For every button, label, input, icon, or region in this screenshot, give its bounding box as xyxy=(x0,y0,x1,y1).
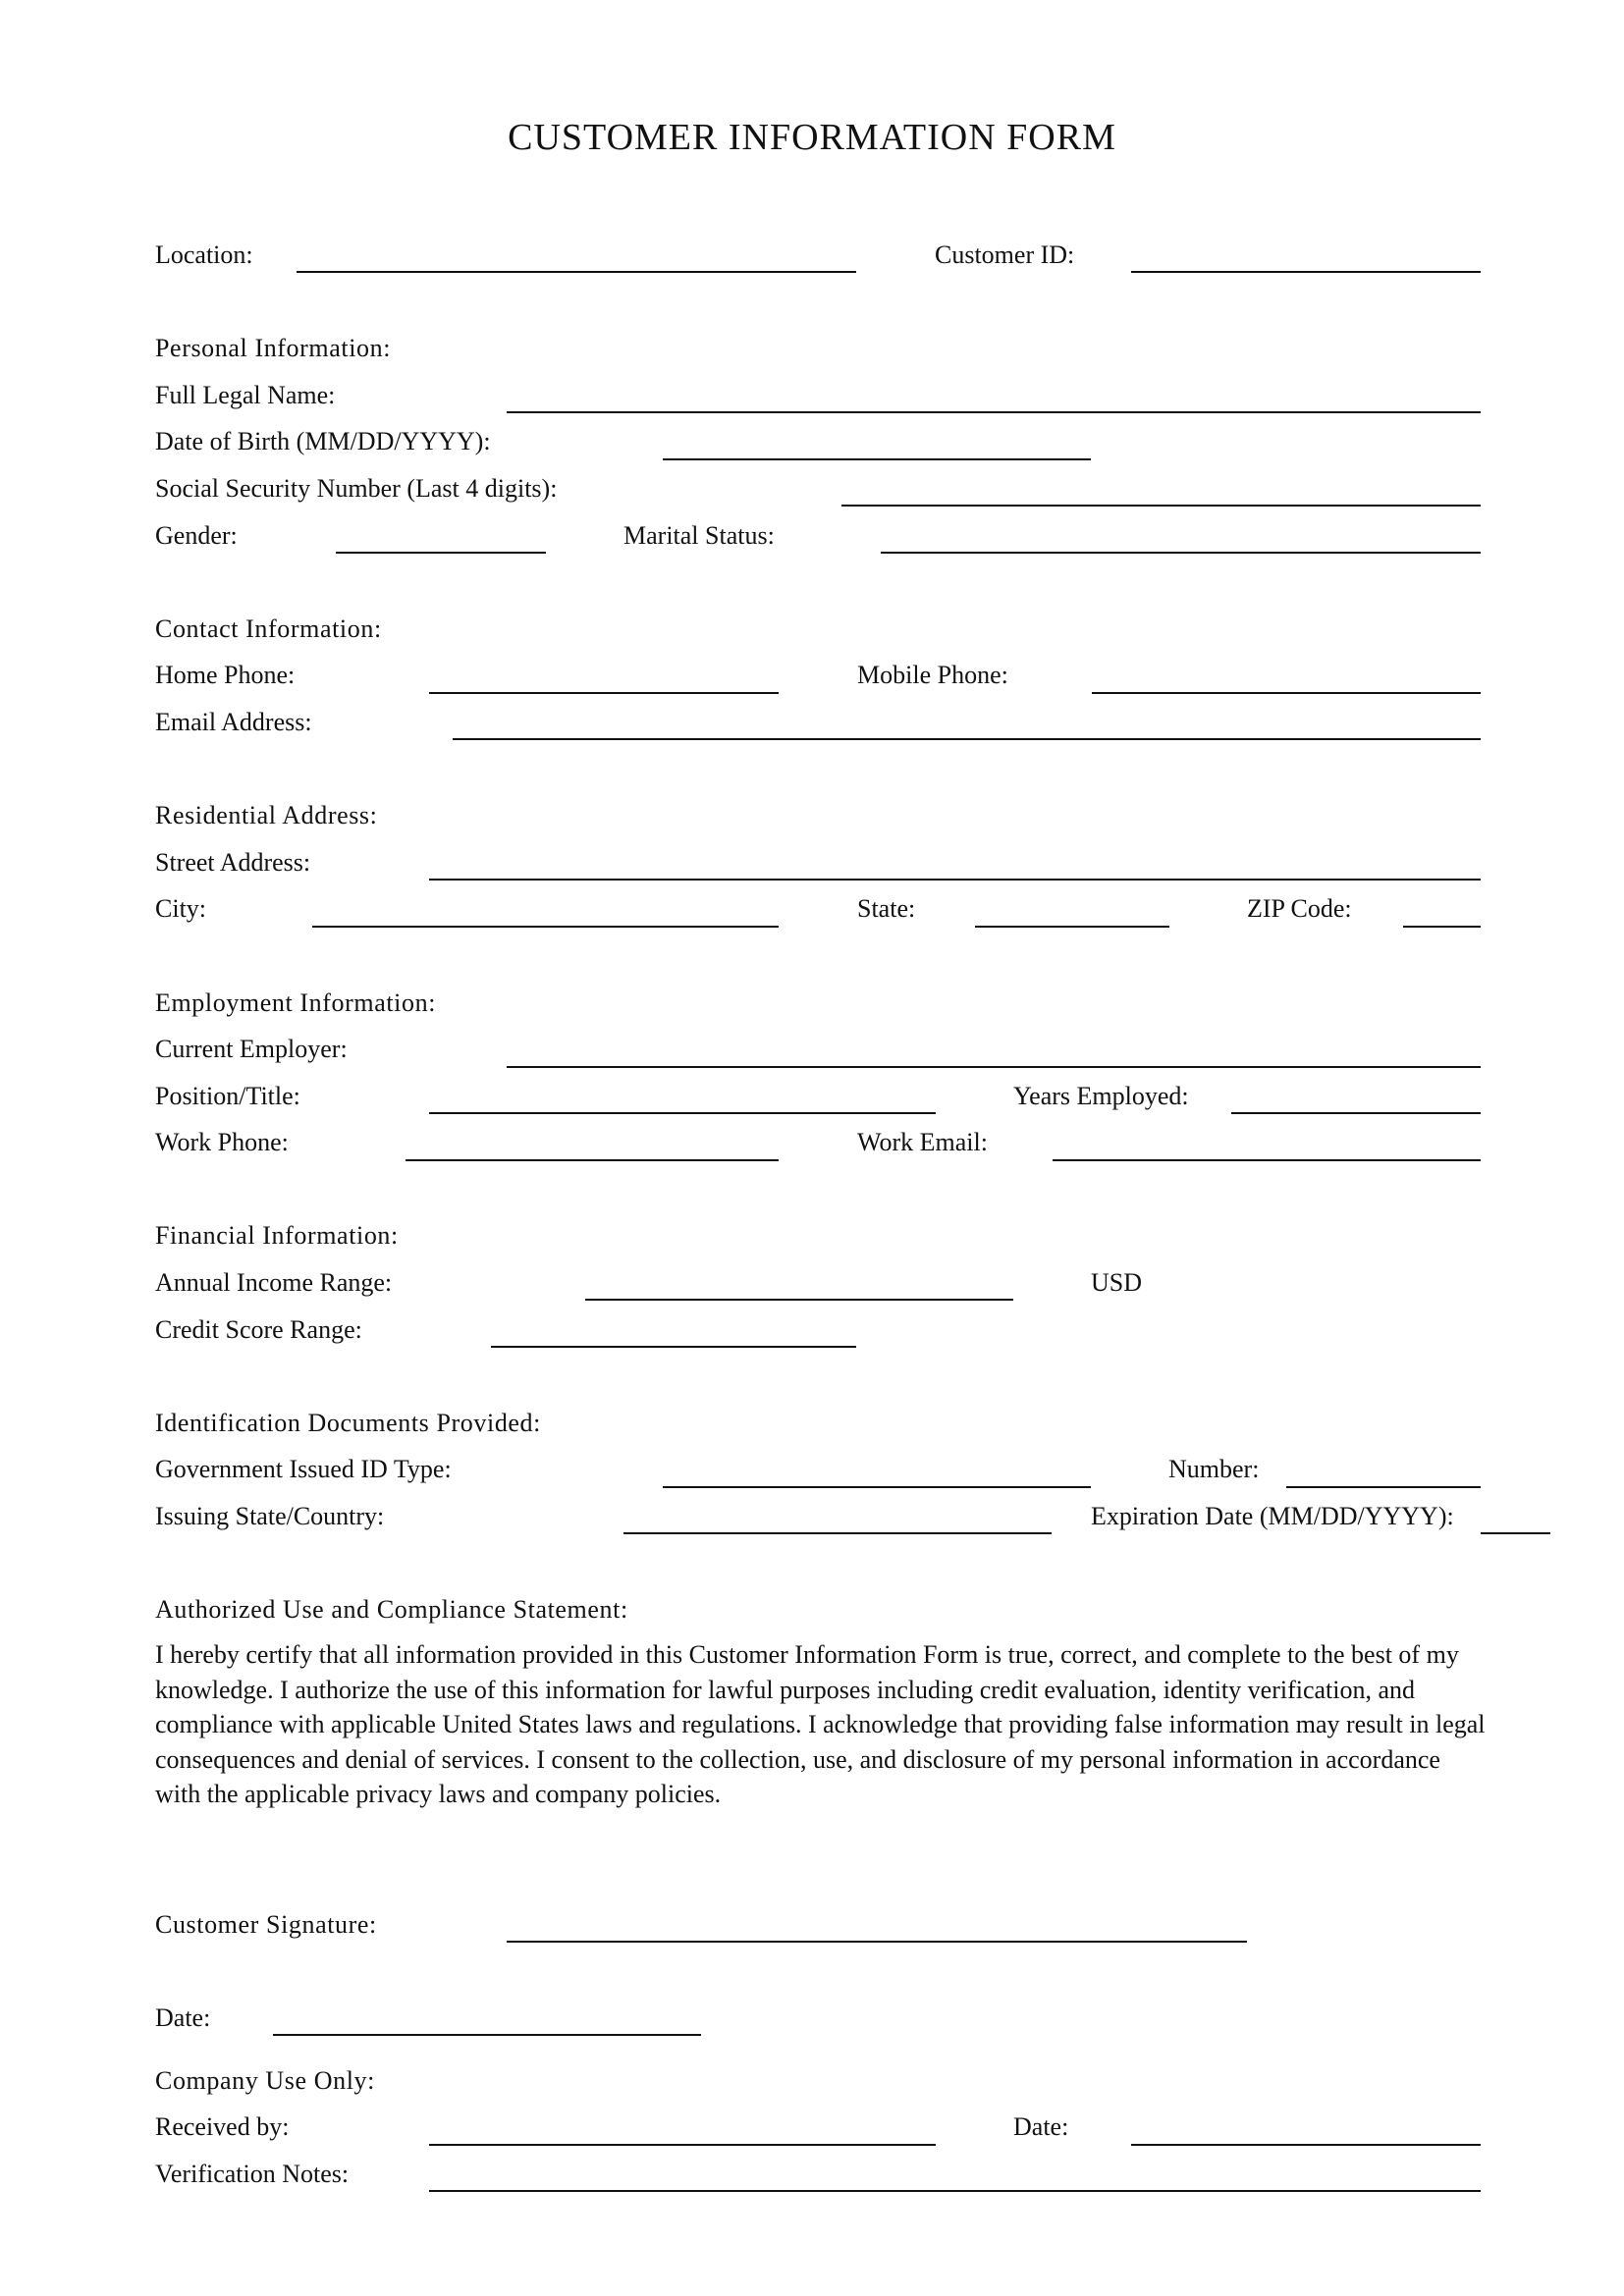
current-employer-field[interactable] xyxy=(507,1066,1481,1068)
id-number-field[interactable] xyxy=(1286,1486,1481,1488)
identification-heading: Identification Documents Provided: xyxy=(155,1409,541,1437)
received-date-label: Date: xyxy=(1013,2112,1069,2141)
zip-code-field[interactable] xyxy=(1403,926,1481,928)
issuing-state-field[interactable] xyxy=(623,1532,1052,1534)
marital-status-field[interactable] xyxy=(881,552,1481,554)
ssn-field[interactable] xyxy=(841,505,1481,507)
verification-notes-field[interactable] xyxy=(429,2190,1481,2192)
compliance-statement: I hereby certify that all information provided in this Customer Information Form is true, correct, and complete to the best of my knowledge. I authorize the use of this information for lawful purposes including credit evaluation, identity verification, and compliance with applicable United States laws and regulations. I acknowledge that providing false information may result in legal consequences and denial of services. I consent to the collection, use, and disclosure of my personal information in accordance with the applicable privacy laws and company policies. xyxy=(155,1640,1486,1808)
dob-field[interactable] xyxy=(663,458,1091,460)
id-type-field[interactable] xyxy=(663,1486,1091,1488)
ssn-label: Social Security Number (Last 4 digits): xyxy=(155,474,558,503)
credit-score-field[interactable] xyxy=(491,1346,856,1348)
received-by-label: Received by: xyxy=(155,2112,290,2141)
city-label: City: xyxy=(155,894,207,923)
compliance-heading: Authorized Use and Compliance Statement: xyxy=(155,1595,628,1624)
marital-status-label: Marital Status: xyxy=(623,521,775,550)
work-email-field[interactable] xyxy=(1053,1159,1481,1161)
id-number-label: Number: xyxy=(1168,1455,1260,1483)
mobile-phone-label: Mobile Phone: xyxy=(857,661,1008,689)
home-phone-field[interactable] xyxy=(429,692,779,694)
dob-label: Date of Birth (MM/DD/YYYY): xyxy=(155,427,491,455)
full-name-label: Full Legal Name: xyxy=(155,381,336,409)
position-title-field[interactable] xyxy=(429,1112,936,1114)
verification-notes-label: Verification Notes: xyxy=(155,2160,350,2188)
city-field[interactable] xyxy=(312,926,779,928)
signature-date-field[interactable] xyxy=(273,2034,701,2036)
street-address-field[interactable] xyxy=(429,879,1481,881)
location-label: Location: xyxy=(155,240,253,269)
state-label: State: xyxy=(857,894,916,923)
annual-income-field[interactable] xyxy=(585,1299,1013,1301)
location-field[interactable] xyxy=(297,271,856,273)
customer-id-label: Customer ID: xyxy=(935,240,1075,269)
financial-info-heading: Financial Information: xyxy=(155,1221,399,1250)
received-by-field[interactable] xyxy=(429,2144,936,2146)
street-address-label: Street Address: xyxy=(155,848,311,877)
signature-date-label: Date: xyxy=(155,2003,211,2032)
customer-id-field[interactable] xyxy=(1131,271,1481,273)
received-date-field[interactable] xyxy=(1131,2144,1481,2146)
residential-address-heading: Residential Address: xyxy=(155,801,378,829)
current-employer-label: Current Employer: xyxy=(155,1035,348,1063)
years-employed-field[interactable] xyxy=(1231,1112,1481,1114)
mobile-phone-field[interactable] xyxy=(1092,692,1481,694)
contact-info-heading: Contact Information: xyxy=(155,614,382,643)
expiration-date-label: Expiration Date (MM/DD/YYYY): xyxy=(1091,1502,1454,1530)
gender-label: Gender: xyxy=(155,521,238,550)
customer-signature-label: Customer Signature: xyxy=(155,1910,377,1939)
years-employed-label: Years Employed: xyxy=(1013,1082,1189,1110)
email-field[interactable] xyxy=(453,738,1481,740)
email-label: Email Address: xyxy=(155,708,312,736)
work-phone-label: Work Phone: xyxy=(155,1128,289,1156)
currency-label: USD xyxy=(1091,1268,1143,1297)
customer-signature-field[interactable] xyxy=(507,1941,1247,1943)
personal-info-heading: Personal Information: xyxy=(155,334,392,362)
issuing-state-label: Issuing State/Country: xyxy=(155,1502,385,1530)
employment-info-heading: Employment Information: xyxy=(155,988,437,1017)
id-type-label: Government Issued ID Type: xyxy=(155,1455,452,1483)
full-name-field[interactable] xyxy=(507,411,1481,413)
form-title: CUSTOMER INFORMATION FORM xyxy=(508,117,1116,158)
zip-code-label: ZIP Code: xyxy=(1247,894,1352,923)
annual-income-label: Annual Income Range: xyxy=(155,1268,393,1297)
work-phone-field[interactable] xyxy=(406,1159,779,1161)
work-email-label: Work Email: xyxy=(857,1128,988,1156)
company-use-heading: Company Use Only: xyxy=(155,2066,375,2095)
expiration-date-field[interactable] xyxy=(1481,1532,1550,1534)
credit-score-label: Credit Score Range: xyxy=(155,1315,362,1344)
state-field[interactable] xyxy=(975,926,1169,928)
position-title-label: Position/Title: xyxy=(155,1082,300,1110)
home-phone-label: Home Phone: xyxy=(155,661,296,689)
gender-field[interactable] xyxy=(336,552,546,554)
